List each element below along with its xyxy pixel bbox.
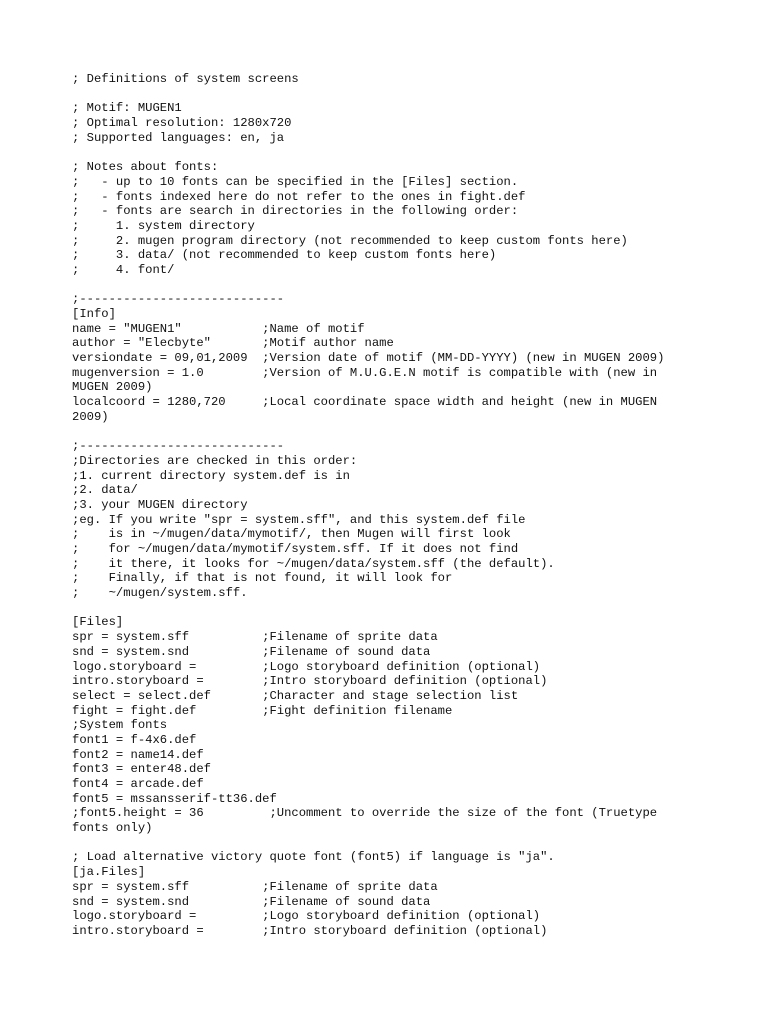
blank-line	[72, 145, 712, 160]
text-line: ; Motif: MUGEN1	[72, 101, 182, 116]
text-line: fonts only)	[72, 821, 153, 836]
blank-line	[72, 836, 712, 851]
text-line: ; Notes about fonts:	[72, 160, 219, 175]
text-line: font2 = name14.def	[72, 747, 204, 762]
text-line: name = "MUGEN1" ;Name of motif	[72, 321, 365, 336]
text-line: ;2. data/	[72, 483, 138, 498]
blank-line	[72, 278, 712, 293]
text-line: ;font5.height = 36 ;Uncomment to override the size of the font (Truetype	[72, 806, 658, 821]
text-line: fight = fight.def ;Fight definition filename	[72, 703, 453, 718]
text-line: select = select.def ;Character and stage selection list	[72, 688, 519, 703]
text-line: snd = system.snd ;Filename of sound data	[72, 894, 431, 909]
text-line: 2009)	[72, 409, 109, 424]
text-line: [Info]	[72, 307, 116, 321]
text-line: ;eg. If you write "spr = system.sff", and this system.def file	[72, 512, 526, 527]
text-line: versiondate = 09,01,2009 ;Version date of motif (MM-DD-YYYY) (new in MUGEN 2009)	[72, 351, 665, 366]
text-line: author = "Elecbyte" ;Motif author name	[72, 336, 394, 351]
text-line: ; 1. system directory	[72, 218, 255, 233]
text-line: ;Directories are checked in this order:	[72, 453, 358, 468]
blank-line	[72, 601, 712, 616]
text-line: spr = system.sff ;Filename of sprite data	[72, 630, 438, 645]
text-line: ; for ~/mugen/data/mymotif/system.sff. If it does not find	[72, 542, 519, 556]
text-line: ; Definitions of system screens	[72, 72, 299, 86]
text-line: spr = system.sff ;Filename of sprite data	[72, 879, 438, 894]
text-line: ; ~/mugen/system.sff.	[72, 586, 248, 601]
text-line: ; Optimal resolution: 1280x720	[72, 116, 292, 131]
text-line: ;1. current directory system.def is in	[72, 468, 350, 483]
text-line: snd = system.snd ;Filename of sound data	[72, 644, 431, 659]
text-line: mugenversion = 1.0 ;Version of M.U.G.E.N motif is compatible with (new in	[72, 365, 658, 380]
text-line: font4 = arcade.def	[72, 777, 204, 791]
text-line: ; Finally, if that is not found, it will look for	[72, 571, 453, 586]
text-line: intro.storyboard = ;Intro storyboard definition (optional)	[72, 923, 548, 938]
blank-line	[72, 425, 712, 440]
blank-line	[72, 87, 712, 102]
text-line: [Files]	[72, 615, 124, 630]
text-line: ;----------------------------	[72, 292, 285, 307]
text-line: ; Load alternative victory quote font (font5) if language is "ja".	[72, 850, 555, 865]
text-line: intro.storyboard = ;Intro storyboard definition (optional)	[72, 674, 548, 689]
text-line: font1 = f-4x6.def	[72, 732, 197, 747]
text-line: ;----------------------------	[72, 439, 285, 454]
text-line: ; 4. font/	[72, 262, 175, 277]
text-line: font5 = mssansserif-tt36.def	[72, 791, 277, 806]
text-line: ; - fonts are search in directories in the following order:	[72, 204, 519, 219]
text-line: logo.storyboard = ;Logo storyboard definition (optional)	[72, 659, 541, 674]
text-line: ;3. your MUGEN directory	[72, 497, 248, 512]
text-line: logo.storyboard = ;Logo storyboard definition (optional)	[72, 909, 541, 924]
text-line: ; it there, it looks for ~/mugen/data/system.sff (the default).	[72, 556, 555, 571]
text-line: ; Supported languages: en, ja	[72, 130, 285, 145]
text-line: localcoord = 1280,720 ;Local coordinate space width and height (new in MUGEN	[72, 395, 658, 410]
text-line: ;System fonts	[72, 718, 168, 733]
text-line: ; 3. data/ (not recommended to keep custom fonts here)	[72, 248, 497, 263]
text-line: ; is in ~/mugen/data/mymotif/, then Mugen will first look	[72, 527, 511, 542]
text-line: font3 = enter48.def	[72, 762, 211, 777]
config-text-body	[72, 72, 712, 939]
text-line: MUGEN 2009)	[72, 380, 153, 395]
text-line: ; - fonts indexed here do not refer to the ones in fight.def	[72, 189, 526, 204]
text-line: ; - up to 10 fonts can be specified in the [Files] section.	[72, 174, 519, 189]
text-line: [ja.Files]	[72, 865, 146, 880]
text-line: ; 2. mugen program directory (not recommended to keep custom fonts here)	[72, 233, 628, 248]
